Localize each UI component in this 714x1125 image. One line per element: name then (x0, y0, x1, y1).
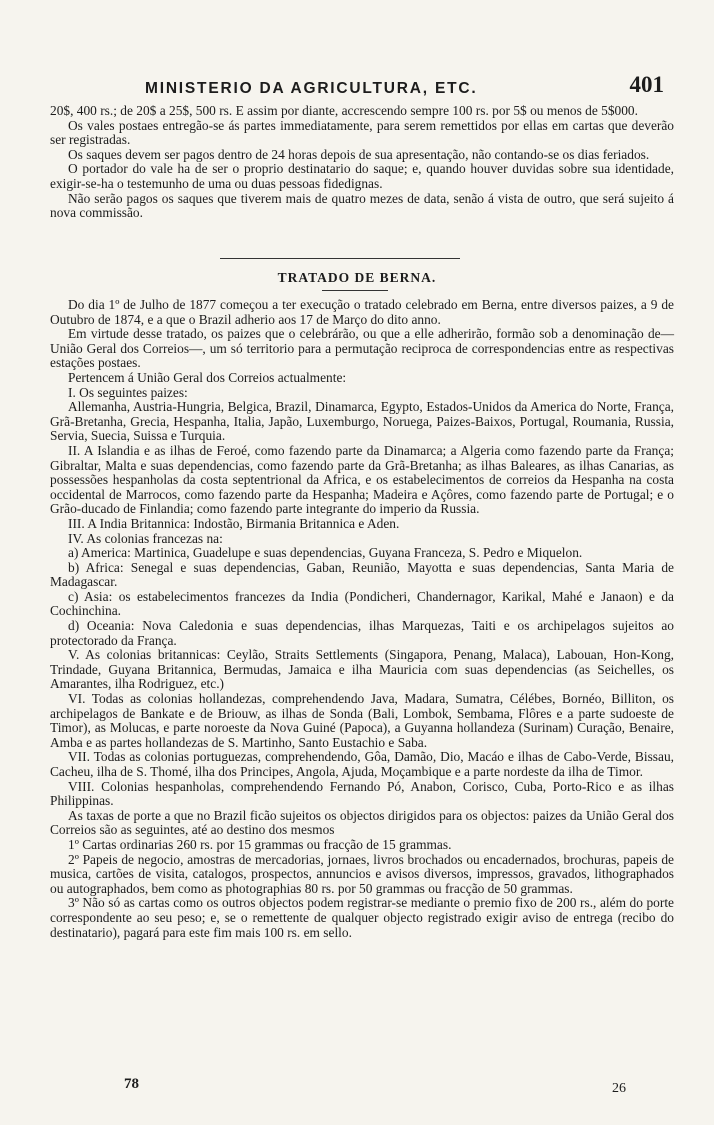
page-header (50, 72, 674, 102)
signature-mark-left: 78 (124, 1076, 139, 1092)
body-paragraph: Pertencem á União Geral dos Correios actualmente: (68, 369, 347, 385)
list-item: III. A India Britannica: Indostão, Birmania Britannica e Aden. (68, 515, 400, 531)
list-item: VIII. Colonias hespanholas, comprehendendo Fernando Pó, Anabon, Corisco, Cuba, Porto-Rico e as ilhas Philippinas. (50, 778, 674, 809)
treaty-body (50, 298, 674, 940)
list-item: I. Os seguintes paizes: (68, 384, 188, 400)
list-subitem: d) Oceania: Nova Caledonia e suas dependencias, ilhas Marquezas, Taiti e os archipelagos sujeitos ao protectorado da França. (50, 618, 674, 648)
body-paragraph: As taxas de porte a que no Brazil ficão sujeitos os objectos dirigidos para os objectos: paizes da União Geral dos Correios são as seguintes, até ao destino dos mesmos (50, 807, 674, 838)
rate-item: 3º Não só as cartas como os outros objectos podem registrar-se mediante o premio fixo de 200 rs., além do porte correspondente ao seu peso; e, se o remettente de qualquer objecto registrado exigir aviso de entrega (recibo do destinatario), pagará para este fim mais 100 rs. em sello. (50, 895, 674, 940)
rate-item: 2º Papeis de negocio, amostras de mercadorias, jornaes, livros brochados ou encadernados, brochuras, papeis de musica, cartões de visita, catalogos, prospectos, annuncios e avisos diversos, impressos, gravados, lithographados ou autographados, bem como as photographias 80 rs. por 50 grammas ou fracção de 50 grammas. (50, 851, 674, 896)
list-subitem: c) Asia: os estabelecimentos francezes da India (Pondicheri, Chandernagor, Karikal, Mahé e Janaon) e da Cochinchina. (50, 588, 674, 619)
list-item: V. As colonias britannicas: Ceylão, Straits Settlements (Singapora, Penang, Malaca), Labouan, Hon-Kong, Trindade, Guyana Britannica, Bermudas, Jamaica e ilha Mauricia com suas dependencias (as Seichelles, os Amarantes, ilha Rodriguez, etc.) (50, 647, 674, 692)
rate-item: 1º Cartas ordinarias 260 rs. por 15 grammas ou fracção de 15 grammas. (68, 836, 452, 852)
title-underline (322, 290, 388, 291)
intro-block (50, 104, 674, 221)
list-item: VI. Todas as colonias hollandezas, comprehendendo Java, Madara, Sumatra, Célébes, Bornéo, Billiton, os archipelagos de Bankate e de Briouw, as ilhas de Sonda (Bali, Lombok, Sembama, Flôres e a parte sudoeste de Timor), as Molucas, e parte noroeste da Nova Guiné (Papoca), a Guyanna hollandeza (Surinam) Curação, Benaire, Amba e as partes hollandezas de S. Martinho, Santo Eustachio e Saba. (50, 691, 674, 750)
intro-paragraph: Os vales postaes entregão-se ás partes immediatamente, para serem remettidos por ellas em cartas que deverão ser registradas. (50, 117, 674, 148)
list-item: Allemanha, Austria-Hungria, Belgica, Brazil, Dinamarca, Egypto, Estados-Unidos da America do Norte, França, Grã-Bretanha, Grecia, Hespanha, Italia, Japão, Luxemburgo, Noruega, Paizes-Baixos, Portugal, Roumania, Russia, Servia, Suecia, Suissa e Turquia. (50, 399, 674, 444)
page-number: 401 (629, 72, 664, 97)
list-subitem: b) Africa: Senegal e suas dependencias, Gaban, Reunião, Mayotta e suas dependencias, Santa Maria de Madagascar. (50, 559, 674, 590)
body-paragraph: Do dia 1º de Julho de 1877 começou a ter execução o tratado celebrado em Berna, entre diversos paizes, a 9 de Outubro de 1874, e a que o Brazil adherio aos 17 de Março do dito anno. (50, 297, 674, 327)
intro-paragraph: Não serão pagos os saques que tiverem mais de quatro mezes de data, senão á vista de outro, que será sujeito á nova commissão. (50, 190, 674, 221)
list-item: II. A Islandia e as ilhas de Feroé, como fazendo parte da Dinamarca; a Algeria como fazendo parte da França; Gibraltar, Malta e suas dependencias, como fazendo parte da Grã-Bretanha; as ilhas Baleares, as ilhas Canarias, as possessões hespanholas da costa septentrional da Africa, e os estabelecimentos de correios da Hespanha na costa occidental de Marrocos, como fazendo parte da Hespanha; Madeira e Açôres, como fazendo parte de Portugal; e o Grão-ducado de Finlandia; como fazendo parte integrante do imperio da Russia. (50, 442, 674, 517)
list-subitem: a) America: Martinica, Guadelupe e suas dependencias, Guyana Franceza, S. Pedro e Miquelon. (68, 545, 583, 561)
signature-mark-right: 26 (612, 1081, 626, 1096)
section-title: TRATADO DE BERNA. (277, 270, 437, 285)
running-head: MINISTERIO DA AGRICULTURA, ETC. (145, 80, 478, 97)
intro-paragraph: 20$, 400 rs.; de 20$ a 25$, 500 rs. E assim por diante, accrescendo sempre 100 rs. por 5$ ou menos de 5$000. (50, 103, 638, 118)
intro-paragraph: O portador do vale ha de ser o proprio destinatario do saque; e, quando houver duvidas sobre sua identidade, exigir-se-ha o testemunho de uma ou duas pessoas fidedignas. (50, 161, 674, 191)
list-item: VII. Todas as colonias portuguezas, comprehendendo, Gôa, Damão, Dio, Macáo e ilhas de Cabo-Verde, Bissau, Cacheu, ilha de S. Thomé, ilha dos Principes, Angola, Ajuda, Moçambique e a parte nordeste da ilha de Timor. (50, 749, 674, 779)
body-paragraph: Em virtude desse tratado, os paizes que o celebrárão, ou que a elle adherirão, formão sob a denominação de—União Geral dos Correios—, um só territorio para a permutação reciproca de correspondencias entre as respectivas estações postaes. (50, 326, 674, 371)
list-item: IV. As colonias francezas na: (68, 530, 223, 546)
section-divider (220, 258, 460, 259)
intro-paragraph: Os saques devem ser pagos dentro de 24 horas depois de sua apresentação, não contando-se os dias feriados. (68, 146, 650, 162)
